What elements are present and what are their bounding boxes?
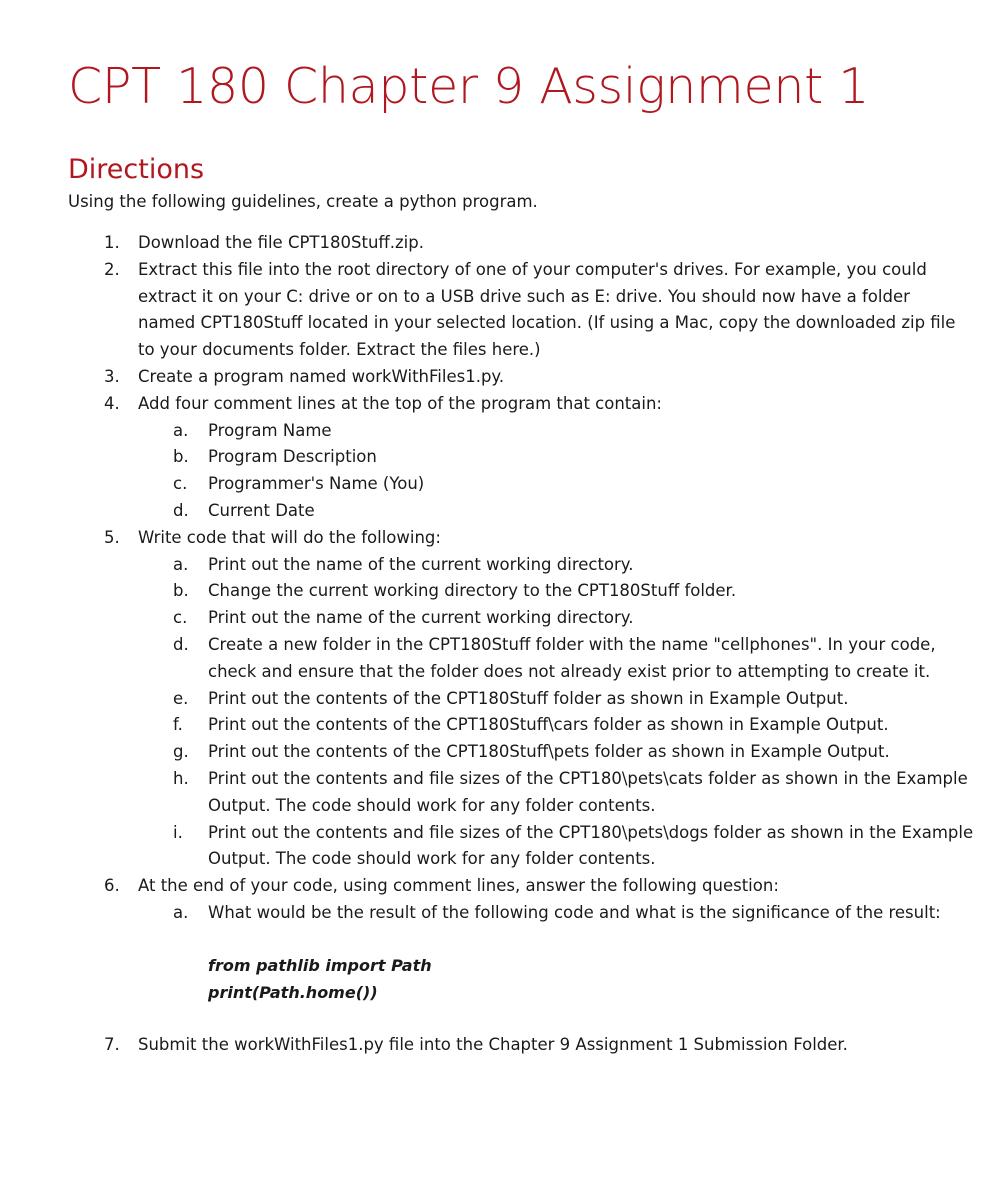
sub-letter: c. (173, 608, 188, 628)
sub-text: Print out the name of the current working directory. (208, 608, 634, 628)
sub-text: Print out the name of the current working directory. (208, 554, 634, 574)
steps-list (0, 230, 1000, 1059)
sub-item (0, 498, 1000, 525)
sub-item (0, 578, 1000, 605)
sub-item (0, 739, 1000, 766)
sub-letter: h. (173, 768, 189, 788)
sub-item (0, 712, 1000, 739)
step-text: Submit the workWithFiles1.py file into the Chapter 9 Assignment 1 Submission Folder. (138, 1035, 848, 1055)
sub-item (0, 418, 1000, 445)
step-number: 5. (104, 527, 120, 547)
sub-letter: g. (173, 742, 189, 762)
sub-text: Print out the contents of the CPT180Stuff\cars folder as shown in Example Output. (208, 715, 889, 735)
intro-text: Using the following guidelines, create a python program. (68, 192, 538, 211)
code-line: print(Path.home()) (208, 982, 378, 1002)
sub-letter: d. (173, 500, 189, 520)
step-item (0, 1032, 1000, 1059)
sub-item (0, 900, 1000, 927)
code-line: from pathlib import Path (208, 955, 432, 975)
step-number: 7. (104, 1035, 120, 1055)
sub-text: Print out the contents and file sizes of the CPT180\pets\dogs folder as shown in the Example Output. The code should work for any folder contents. (208, 822, 974, 869)
step-number: 1. (104, 233, 120, 252)
sub-letter: c. (173, 474, 188, 494)
sub-letter: b. (173, 447, 189, 467)
section-heading: Directions (68, 154, 205, 185)
sub-item (0, 820, 1000, 874)
sub-text: Change the current working directory to the CPT180Stuff folder. (208, 581, 737, 601)
step-text: Extract this file into the root directory of one of your computer's drives. For example, you could extract it on your C: drive or on to a USB drive such as E: drive. You should now have a folder named CPT180Stuff located in your selected location. (If using a Mac, copy the downloaded zip file to your documents folder. Extract the files here.) (138, 259, 956, 360)
code-snippet (0, 953, 1000, 1007)
step-text: Write code that will do the following: (138, 527, 441, 547)
sub-item (0, 605, 1000, 632)
sub-text: What would be the result of the following code and what is the significance of the result: (208, 902, 941, 922)
step-item (0, 364, 1000, 391)
step-text: Add four comment lines at the top of the program that contain: (138, 393, 662, 413)
step-item (0, 525, 1000, 552)
sub-text: Print out the contents of the CPT180Stuff\pets folder as shown in Example Output. (208, 742, 890, 762)
sub-item (0, 766, 1000, 820)
step-number: 6. (104, 876, 120, 896)
step-text: At the end of your code, using comment lines, answer the following question: (138, 876, 779, 896)
sub-letter: i. (173, 822, 183, 842)
sub-letter: d. (173, 634, 189, 654)
step-item (0, 873, 1000, 900)
sub-letter: a. (173, 554, 189, 574)
step-item (0, 391, 1000, 418)
sub-text: Print out the contents and file sizes of the CPT180\pets\cats folder as shown in the Example Output. The code should work for any folder contents. (208, 768, 968, 815)
sub-text: Program Description (208, 447, 377, 467)
sub-item (0, 632, 1000, 686)
sub-letter: a. (173, 420, 189, 440)
sub-letter: f. (173, 715, 183, 735)
step-number: 3. (104, 366, 120, 386)
step-item (0, 230, 1000, 257)
sub-letter: a. (173, 902, 189, 922)
sub-item (0, 444, 1000, 471)
sub-text: Programmer's Name (You) (208, 474, 425, 494)
document-title: CPT 180 Chapter 9 Assignment 1 (68, 58, 870, 115)
step-number: 4. (104, 393, 120, 413)
sub-item (0, 471, 1000, 498)
sub-letter: b. (173, 581, 189, 601)
sub-letter: e. (173, 688, 189, 708)
step-number: 2. (104, 259, 120, 279)
step-text: Create a program named workWithFiles1.py. (138, 366, 505, 386)
sub-text: Current Date (208, 500, 315, 520)
step-text: Download the file CPT180Stuff.zip. (138, 233, 424, 252)
sub-text: Create a new folder in the CPT180Stuff folder with the name "cellphones". In your code, check and ensure that the folder does not already exist prior to attempting to create it. (208, 634, 936, 681)
sub-item (0, 552, 1000, 579)
sub-text: Program Name (208, 420, 332, 440)
sub-item (0, 686, 1000, 713)
step-item (0, 257, 1000, 364)
sub-text: Print out the contents of the CPT180Stuff folder as shown in Example Output. (208, 688, 849, 708)
